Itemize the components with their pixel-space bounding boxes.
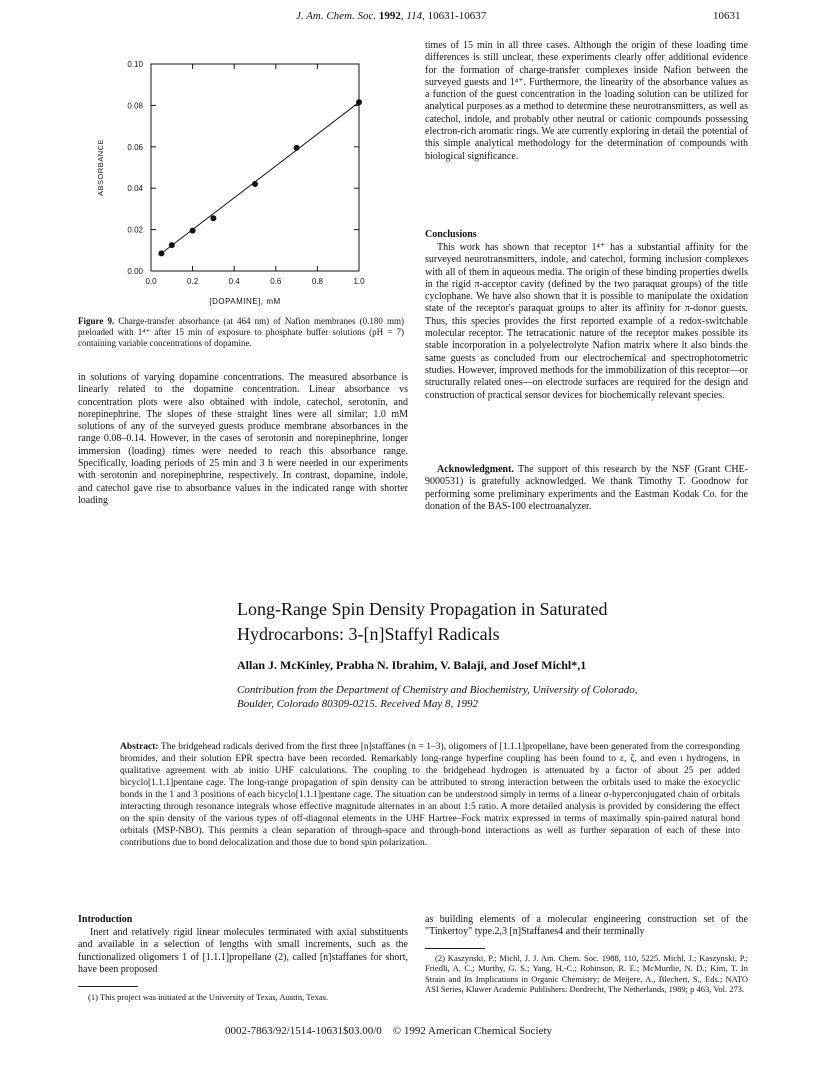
data-point [158, 250, 164, 256]
article-title-line-1: Long-Range Spin Density Propagation in Saturated [237, 599, 608, 619]
y-axis-label: ABSORBANCE [96, 138, 105, 197]
x-tick-label: 1.0 [353, 277, 365, 286]
affiliation-line-1: Contribution from the Department of Chemistry and Biochemistry, University of Colorado, [237, 684, 638, 696]
data-point [210, 215, 216, 221]
x-tick-label: 0.6 [270, 277, 282, 286]
abstract [120, 741, 740, 849]
conclusions-heading: Conclusions [425, 229, 477, 240]
data-point [190, 228, 196, 234]
journal-name: J. Am. Chem. Soc. [296, 10, 377, 22]
journal-pages: 10631-10637 [427, 10, 487, 22]
footnote-rule-right [425, 948, 485, 949]
abstract-text: The bridgehead radicals derived from the first three [n]staffanes (n = 1–3), oligomers of [1.1.1]propellane, have been generated from the corresponding bromides, and their solution EPR spectra have been recorded. Remarkably long-range hyperfine coupling has been found to ε, ζ, and even ι hydrogens, in qualitative agreement with ab initio UHF calculations. The coupling to the bridgehead hydrogen is attenuated by a factor of about 25 per added bicyclo[1.1.1]pentane cage. The long-range propagation of spin density can be attributed to strong interaction between the orbitals used to make the exocyclic bonds in the 1 and 3 positions of each bicyclo[1.1.1]pentane cage. The situation can be understood simply in terms of a linear σ-hyperconjugated chain of orbitals interacting through resonance integrals whose effective magnitude alternates in an about 1:5 ratio. A more detailed analysis is provided by considering the effect on the spin density of the various types of off-diagonal elements in the UHF Hartree–Fock matrix expressed in terms of maximally spin-paired natural bond orbitals (MSP-NBO). This permits a clean separation of through-space and through-bond interactions as well as further separation of each of these into contributions due to bond delocalization and those due to bond spin polarization. [120, 742, 740, 848]
journal-year: 1992 [378, 10, 401, 22]
y-tick-label: 0.10 [127, 60, 143, 69]
data-point [294, 145, 300, 151]
x-axis-label: [DOPAMINE], mM [209, 297, 281, 306]
y-tick-label: 0.06 [127, 142, 143, 152]
footer-copyright: © 1992 American Chemical Society [392, 1025, 553, 1037]
abstract-label: Abstract: [120, 742, 159, 752]
data-point [252, 181, 258, 187]
footnote-2: (2) Kaszynski, P.; Michl, J. J. Am. Chem. Soc. 1988, 110, 5225. Michl, J.; Kaszynski, P.; Friedli, A. C.; Murthy, G. S.; Yang, H.-C.; Robinson, R. E.; McMurdie, N. D.; Kim, T. In Strain and Its Implications in Organic Chemistry; de Meijere, A., Blechert, S., Eds.; NATO ASI Series, Kluwer Academic Publishers: Dordrecht, The Netherlands, 1989; p 463, Vol. 273. [425, 953, 748, 995]
introduction-right-text: as building elements of a molecular engineering construction set of the "Tinkertoy" type.2,3 [n]Staffanes4 and their terminally [425, 914, 748, 938]
figure-label: Figure 9. [78, 316, 115, 326]
left-column-text: in solutions of varying dopamine concentrations. The measured absorbance is linearly related to the dopamine concentration. Linear absorbance vs concentration plots were also obtained with indole, catechol, serotonin, and norepinephrine. The slopes of these straight lines were all similar; 1.0 mM solutions of any of the surveyed guests produce membrane absorbances in the range 0.08–0.14. However, in the cases of serotonin and norepinephrine, longer immersion (loading) times were needed to reach this absorbance range. Specifically, loading periods of 25 min and 3 h were needed in our experiments with serotonin and norepinephrine, respectively. In contrast, dopamine, indole, and catechol gave rise to absorbance values in the indicated range with shorter loading [78, 372, 408, 506]
acknowledgment-text: The support of this research by the NSF (Grant CHE-9000531) is gratefully acknowledged. We thank Timothy T. Goodnow for performing some preliminary experiments and the Eastman Kodak Co. for the donation of the BAS-100 electroanalyzer. [425, 464, 749, 512]
article-authors: Allan J. McKinley, Prabha N. Ibrahim, V. Balaji, and Josef Michl*,1 [237, 658, 587, 672]
x-tick-label: 0.2 [187, 277, 199, 286]
x-tick-label: 0.8 [311, 277, 323, 286]
data-point [169, 242, 175, 248]
x-tick-label: 0.0 [145, 277, 157, 286]
article-title-line-2: Hydrocarbons: 3-[n]Staffyl Radicals [237, 624, 500, 644]
plot-frame [151, 64, 359, 271]
introduction-heading: Introduction [78, 914, 133, 925]
figure-caption-text: Charge-transfer absorbance (at 464 nm) of Nafion membranes (0.180 mm) preloaded with 1⁴⁺ after 15 min of exposure to phosphate buffer solutions (pH = 7) containing variable concentrations of dopamine. [78, 316, 405, 348]
figure-9-chart [78, 56, 408, 314]
page-footer [225, 1025, 552, 1037]
page-number: 10631 [713, 10, 741, 22]
figure-caption [78, 316, 404, 349]
journal-header: J. Am. Chem. Soc. 1992, 114, 10631-10637 [296, 10, 487, 22]
data-point [356, 99, 362, 105]
journal-volume: 114 [406, 10, 423, 22]
conclusions-text: This work has shown that receptor 1⁴⁺ has a substantial affinity for the surveyed neurotransmitters, indole, and catechol, forming inclusion complexes with all of them in aqueous media. The origin of these binding properties dwells in the rigid π-acceptor cavity (defined by the two paraquat groups) of the title cyclophane. We have also shown that it is possible to manipulate the oxidation state of the receptor's paraquat groups to alter its affinity for π-donor guests. Thus, this species provides the first reported example of a redox-switchable molecular receptor. The tetracationic nature of the receptor makes possible its stable incorporation in a polyelectrolyte Nafion matrix where it also binds the same guests as concluded from our electrochemical and spectrophotometric studies. However, improved methods for the immobilization of this receptor—or structurally related ones—on electrode surfaces are required for the design and construction of practical sensor devices for biochemically relevant species. [425, 242, 748, 401]
right-column-text: times of 15 min in all three cases. Although the origin of these loading time differences is still unclear, these experiments clearly offer additional evidence for the formation of charge-transfer complexes inside Nafion between the surveyed guests and 1⁴⁺. Furthermore, the linearity of the absorbance values as a function of the guest concentration in the loading solution can be utilized for analytical purposes as a method to determine these neurotransmitters, as well as catechol, indole, and probably other neutral or cationic compounds possessing electron-rich aromatic rings. We are currently exploring in detail the potential of this simple analytical methodology for the determination of compounds with biological significance. [425, 40, 748, 162]
y-tick-label: 0.00 [127, 267, 143, 276]
footnote-rule-left [78, 986, 138, 987]
x-tick-label: 0.4 [228, 277, 240, 286]
y-tick-label: 0.08 [127, 101, 143, 111]
footer-code: 0002-7863/92/1514-10631$03.00/0 [225, 1025, 382, 1037]
y-tick-label: 0.04 [127, 184, 143, 194]
introduction-left-text: Inert and relatively rigid linear molecules terminated with axial substituents and available in a selection of lengths with small increments, such as the functionalized oligomers 1 of [1.1.1]propellane (2), called [n]staffanes for short, have been proposed [78, 927, 408, 975]
footnote-1: (1) This project was initiated at the University of Texas, Austin, Texas. [88, 992, 329, 1002]
article-affiliation [237, 683, 637, 711]
y-tick-label: 0.02 [127, 225, 143, 235]
affiliation-line-2: Boulder, Colorado 80309-0215. Received May 8, 1992 [237, 698, 479, 710]
acknowledgment-heading: Acknowledgment. [437, 464, 514, 475]
acknowledgment-paragraph [425, 464, 748, 513]
